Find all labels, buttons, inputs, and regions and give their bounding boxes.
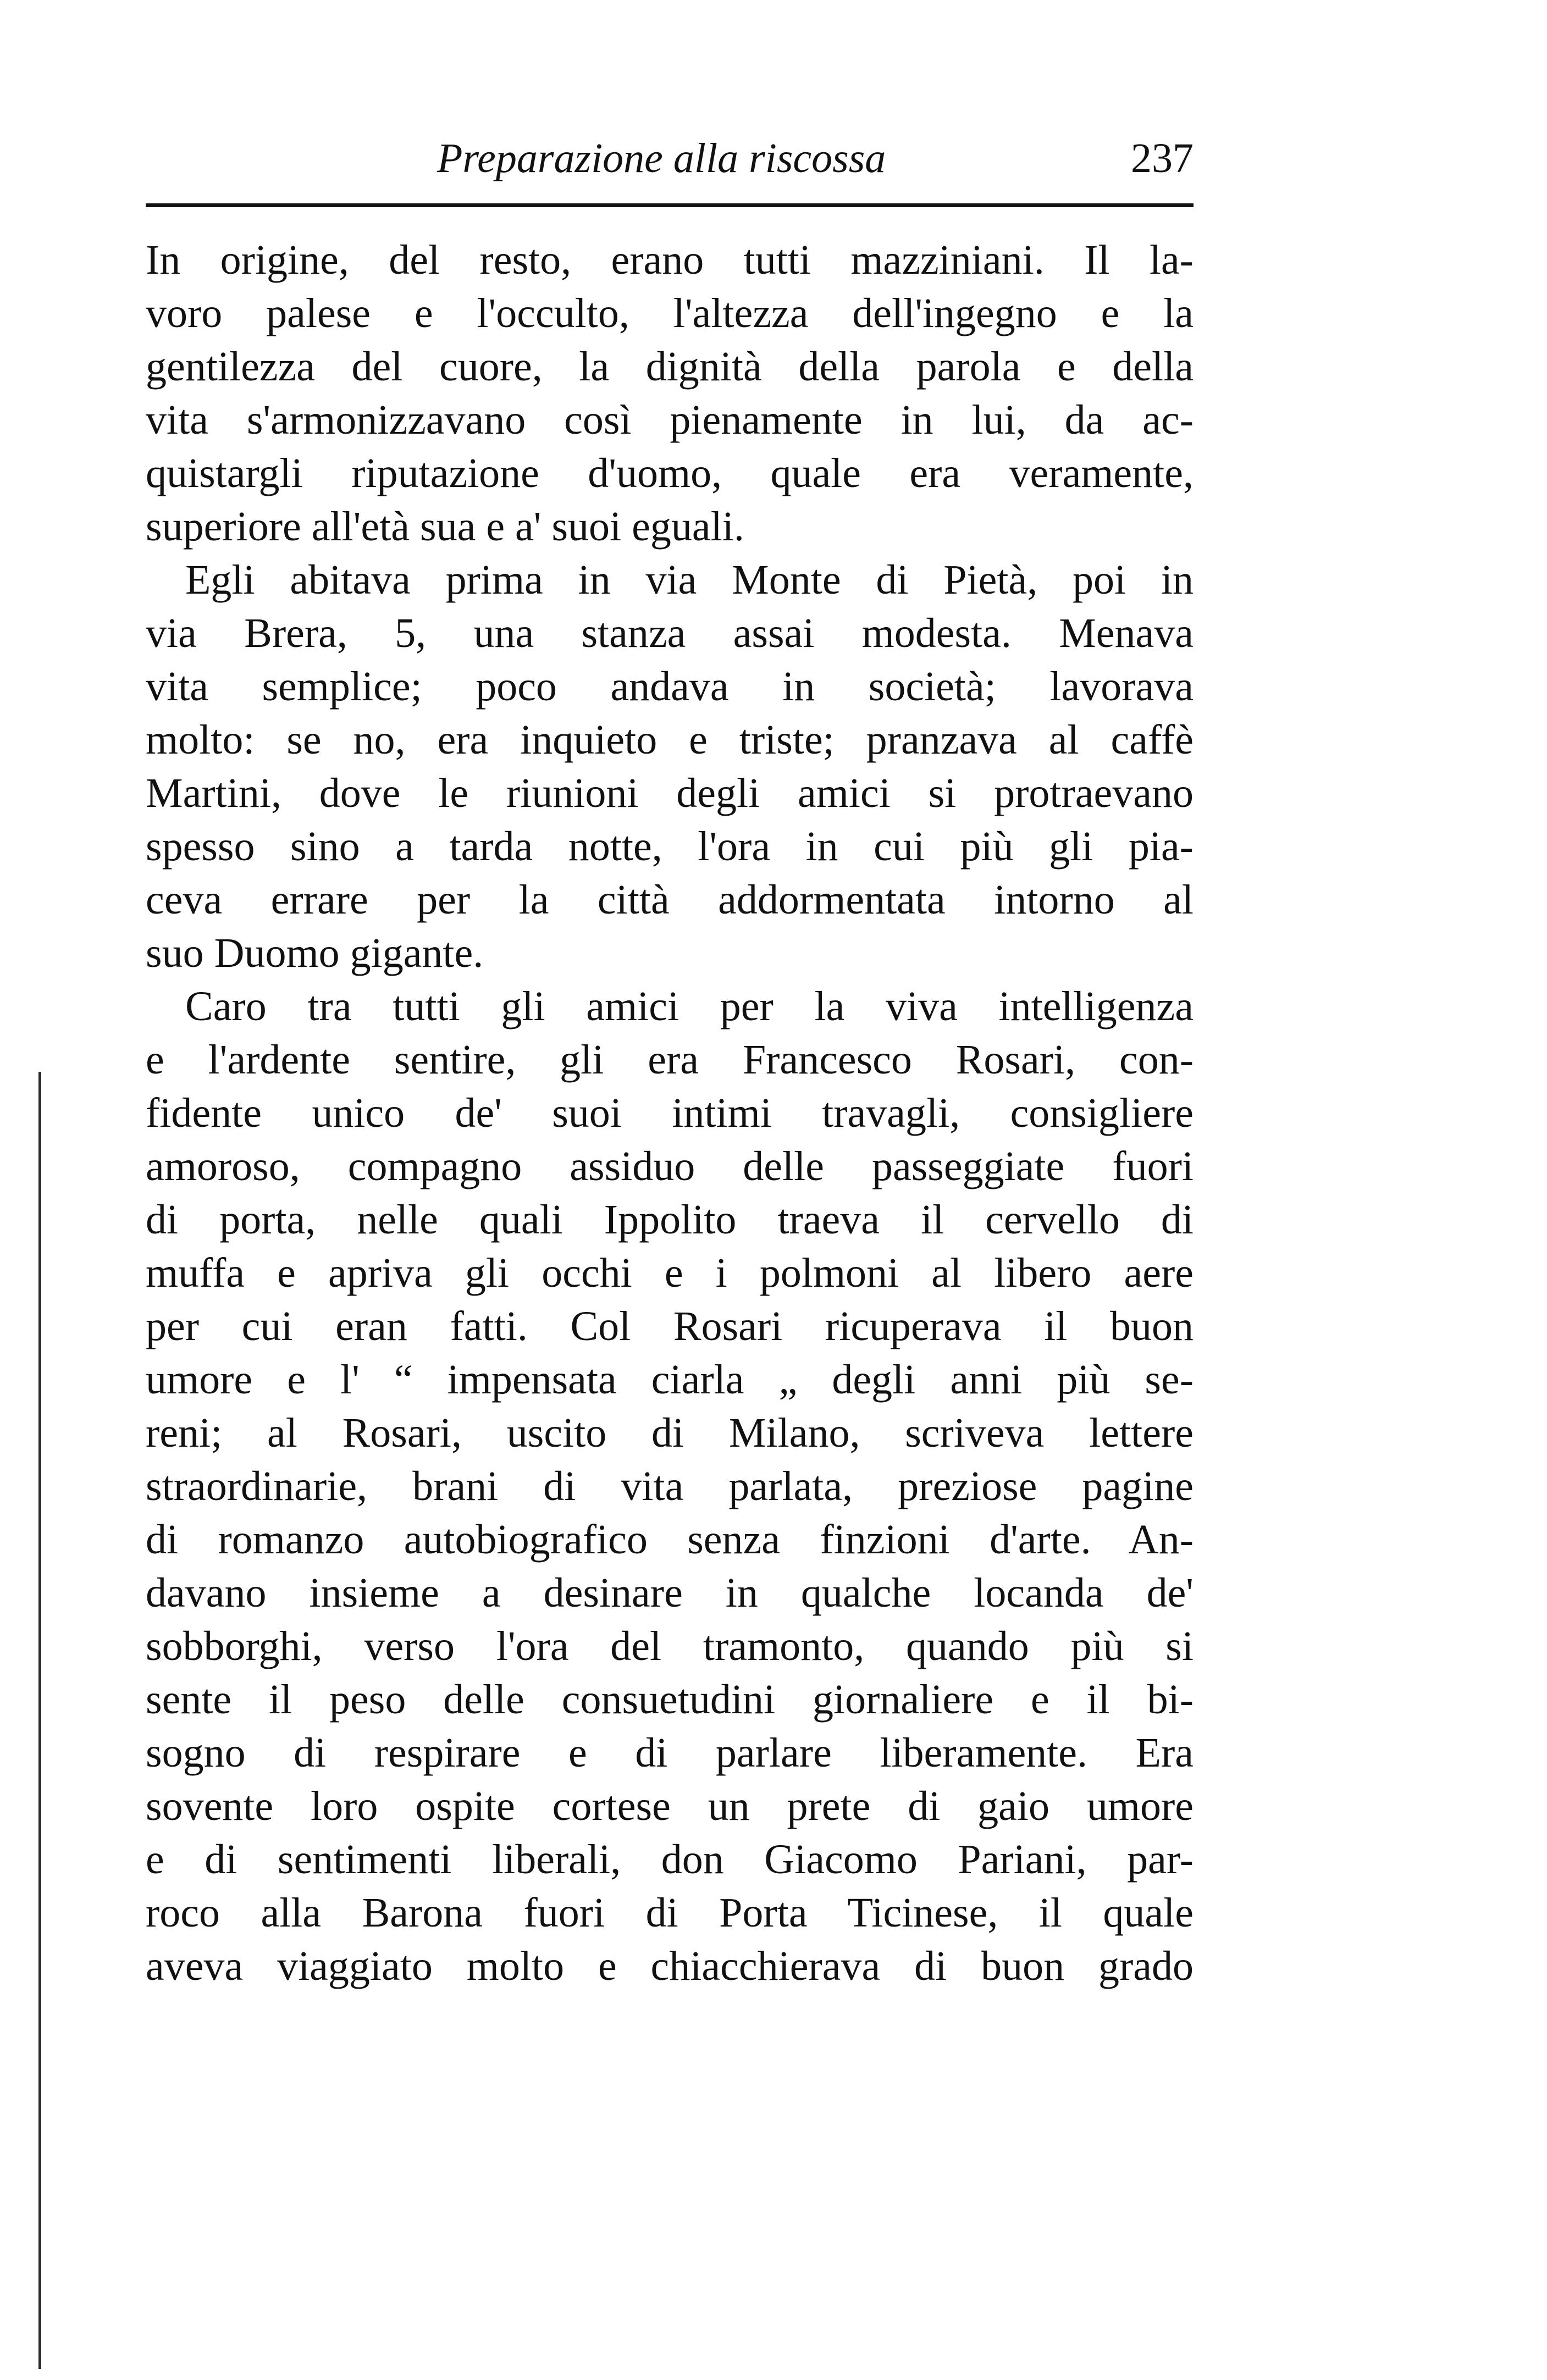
text-line: amoroso, compagno assiduo delle passeggiate fuori [146, 1143, 1194, 1189]
text-line: vita semplice; poco andava in società; lavorava [146, 663, 1194, 710]
text-line: sente il peso delle consuetudini giornaliere e il bi- [146, 1676, 1194, 1723]
text-line: muffa e apriva gli occhi e i polmoni al libero aere [146, 1250, 1194, 1296]
text-line: Martini, dove le riunioni degli amici si protraevano [146, 770, 1194, 816]
text-line: straordinarie, brani di vita parlata, preziose pagine [146, 1463, 1194, 1509]
text-line: spesso sino a tarda notte, l'ora in cui più gli pia- [146, 823, 1194, 870]
text-line: voro palese e l'occulto, l'altezza dell'ingegno e la [146, 290, 1194, 336]
text-line: aveva viaggiato molto e chiacchierava di buon grado [146, 1943, 1194, 1989]
text-line: di romanzo autobiografico senza finzioni d'arte. An- [146, 1516, 1194, 1563]
text-line: Egli abitava prima in via Monte di Pietà, poi in [185, 557, 1194, 603]
text-line: gentilezza del cuore, la dignità della parola e della [146, 344, 1194, 390]
text-line: roco alla Barona fuori di Porta Ticinese, il quale [146, 1890, 1194, 1936]
text-line: di porta, nelle quali Ippolito traeva il cervello di [146, 1197, 1194, 1243]
header-rule [146, 203, 1194, 207]
text-line: ceva errare per la città addormentata intorno al [146, 877, 1194, 923]
body-text [146, 234, 1194, 1993]
text-line: per cui eran fatti. Col Rosari ricuperava il buon [146, 1303, 1194, 1349]
text-line: suo Duomo gigante. [146, 930, 484, 976]
text-line: via Brera, 5, una stanza assai modesta. Menava [146, 610, 1194, 656]
text-line: vita s'armonizzavano così pienamente in lui, da ac- [146, 397, 1194, 443]
text-line: reni; al Rosari, uscito di Milano, scriveva lettere [146, 1410, 1194, 1456]
text-line: Caro tra tutti gli amici per la viva intelligenza [185, 983, 1194, 1030]
page-edge-line [38, 1072, 41, 2369]
text-line: superiore all'età sua e a' suoi eguali. [146, 503, 744, 550]
text-line: fidente unico de' suoi intimi travagli, consigliere [146, 1090, 1194, 1136]
text-line: umore e l' “ impensata ciarla „ degli anni più se- [146, 1357, 1194, 1403]
page-header [146, 121, 1194, 214]
text-line: e l'ardente sentire, gli era Francesco Rosari, con- [146, 1037, 1194, 1083]
text-line: quistargli riputazione d'uomo, quale era veramente, [146, 450, 1194, 496]
text-line: sobborghi, verso l'ora del tramonto, quando più si [146, 1623, 1194, 1669]
text-line: In origine, del resto, erano tutti mazziniani. Il la- [146, 237, 1194, 283]
text-line: sovente loro ospite cortese un prete di gaio umore [146, 1783, 1194, 1829]
running-title: Preparazione alla riscossa [437, 135, 886, 181]
text-line: davano insieme a desinare in qualche locanda de' [146, 1570, 1194, 1616]
text-line: sogno di respirare e di parlare liberamente. Era [146, 1730, 1194, 1776]
page-number: 237 [1131, 135, 1194, 181]
text-line: e di sentimenti liberali, don Giacomo Pariani, par- [146, 1836, 1194, 1883]
text-line: molto: se no, era inquieto e triste; pranzava al caffè [146, 717, 1194, 763]
